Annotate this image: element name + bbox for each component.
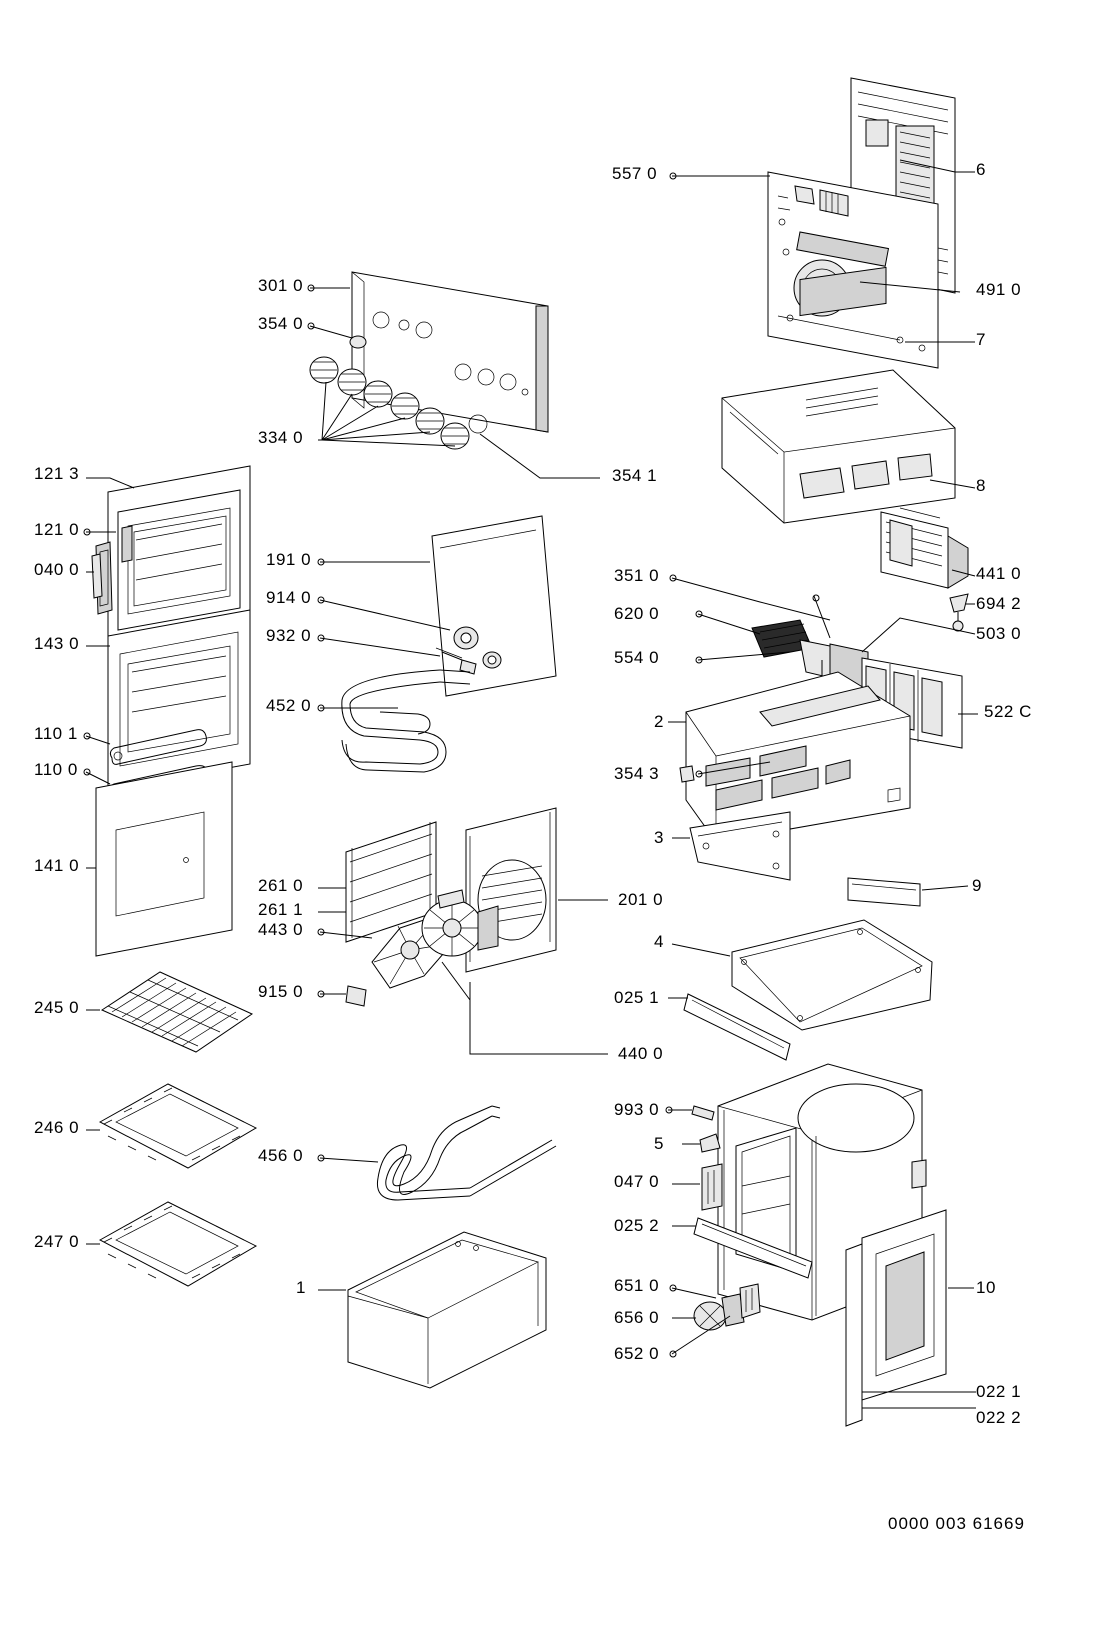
label-993-0: 993 0 [614, 1100, 660, 1119]
fasteners-914-932 [318, 597, 501, 674]
label-2: 2 [654, 712, 664, 731]
label-245-0: 245 0 [34, 998, 80, 1017]
seal-gasket-246 [100, 1084, 256, 1168]
lamp-assembly [670, 1284, 760, 1357]
control-module-cluster [752, 595, 868, 718]
label-441-0: 441 0 [976, 564, 1022, 583]
side-panel-022 [846, 1244, 976, 1426]
label-110-1: 110 1 [34, 724, 78, 743]
seal-gasket-247 [100, 1202, 256, 1286]
floor-panel-4 [732, 920, 932, 1030]
label-246-0: 246 0 [34, 1118, 80, 1137]
label-141-0: 141 0 [34, 856, 80, 875]
label-351-0: 351 0 [614, 566, 660, 585]
label-503-0: 503 0 [976, 624, 1022, 643]
switch-bank-522 [862, 658, 962, 748]
door-outer-frame [108, 466, 250, 650]
label-191-0: 191 0 [266, 550, 312, 569]
label-247-0: 247 0 [34, 1232, 80, 1251]
label-4: 4 [654, 932, 664, 951]
label-261-1: 261 1 [258, 900, 304, 919]
label-915-0: 915 0 [258, 982, 304, 1001]
control-fascia [352, 272, 548, 433]
label-025-2: 025 2 [614, 1216, 660, 1235]
fan-blade-443 [372, 916, 450, 988]
door-handle [109, 730, 208, 803]
label-452-0: 452 0 [266, 696, 312, 715]
label-651-0: 651 0 [614, 1276, 660, 1295]
label-334-0: 334 0 [258, 428, 304, 447]
label-354-3: 354 3 [614, 764, 660, 783]
grill-element-452 [342, 670, 470, 772]
document-code: 0000 003 61669 [888, 1514, 1025, 1533]
label-7: 7 [976, 330, 986, 349]
label-201-0: 201 0 [618, 890, 664, 909]
label-261-0: 261 0 [258, 876, 304, 895]
label-047-0: 047 0 [614, 1172, 660, 1191]
back-cover-panel [851, 78, 955, 293]
label-6: 6 [976, 160, 986, 179]
fan-motor-assembly [881, 508, 968, 588]
label-121-0: 121 0 [34, 520, 80, 539]
label-301-0: 301 0 [258, 276, 304, 295]
fan-cover-201 [466, 808, 556, 972]
side-rail-0251 [684, 994, 790, 1060]
label-10: 10 [976, 1278, 996, 1297]
label-9: 9 [972, 876, 982, 895]
label-022-2: 022 2 [976, 1408, 1022, 1427]
label-354-1: 354 1 [612, 466, 658, 485]
fan-motor [422, 890, 498, 956]
label-932-0: 932 0 [266, 626, 312, 645]
label-3: 3 [654, 828, 664, 847]
label-1: 1 [296, 1278, 306, 1297]
control-knobs [310, 357, 469, 449]
label-022-1: 022 1 [976, 1382, 1022, 1401]
label-025-1: 025 1 [614, 988, 660, 1007]
shelf-supports [346, 822, 436, 942]
label-491-0: 491 0 [976, 280, 1022, 299]
label-522-0: 522 C [984, 702, 1032, 721]
fan-nut-915 [318, 986, 366, 1006]
label-110-0: 110 0 [34, 760, 78, 779]
door-glass-141 [96, 762, 232, 956]
oven-glass-191 [432, 516, 556, 696]
small-plate-9 [848, 878, 920, 906]
control-panel-housing [686, 672, 910, 842]
inner-door-frame-10 [862, 1210, 946, 1400]
lower-back-plate [722, 267, 955, 523]
label-040-0: 040 0 [34, 560, 80, 579]
label-8: 8 [976, 476, 986, 495]
bottom-element-456 [377, 1106, 556, 1200]
thermostat-bulb [950, 594, 968, 631]
bottom-tray-1 [348, 1232, 546, 1388]
door-inner-frame-143 [108, 610, 250, 790]
label-652-0: 652 0 [614, 1344, 660, 1363]
cavity-fixings [666, 1106, 812, 1278]
label-143-0: 143 0 [34, 634, 80, 653]
label-554-0: 554 0 [614, 648, 660, 667]
label-440-0: 440 0 [618, 1044, 664, 1063]
oven-cavity [718, 1064, 926, 1320]
label-456-0: 456 0 [258, 1146, 304, 1165]
label-121-3: 121 3 [34, 464, 80, 483]
label-914-0: 914 0 [266, 588, 312, 607]
label-5: 5 [654, 1134, 664, 1153]
door-hinge-040 [92, 542, 112, 614]
oven-bracket-3 [690, 812, 790, 880]
wire-shelf-245 [102, 972, 252, 1052]
label-694-2: 694 2 [976, 594, 1022, 613]
label-620-0: 620 0 [614, 604, 660, 623]
electronics-board-panel [768, 172, 938, 368]
label-557-0: 557 0 [612, 164, 658, 183]
label-354-0: 354 0 [258, 314, 304, 333]
label-656-0: 656 0 [614, 1308, 660, 1327]
label-443-0: 443 0 [258, 920, 304, 939]
